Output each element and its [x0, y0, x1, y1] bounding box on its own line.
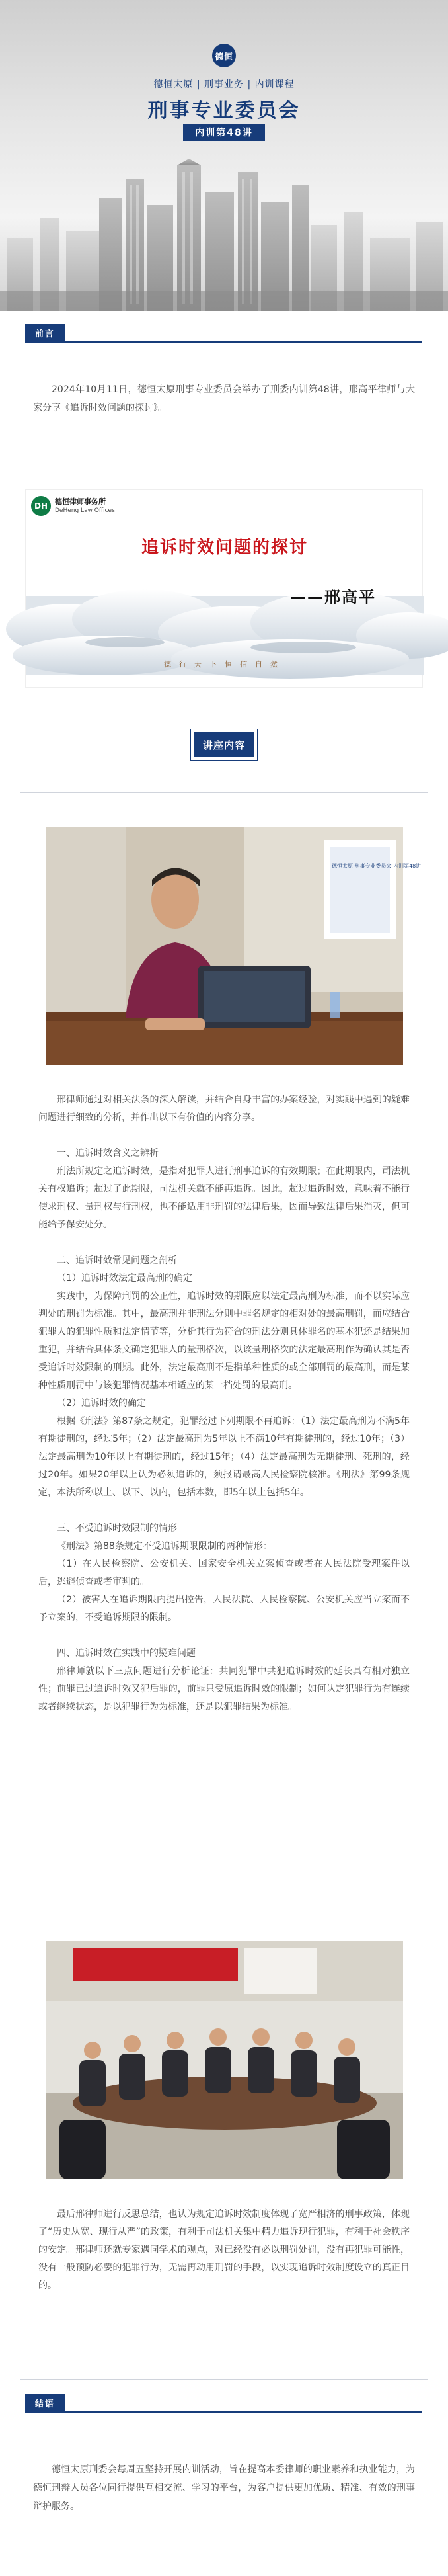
firm-name-cn: 德恒律师事务所: [55, 497, 106, 506]
content-body-part1: [38, 1091, 410, 1716]
slide-motto: 德行天下恒信自然: [164, 660, 285, 669]
preface-text: 2024年10月11日，德恒太原刑事专业委员会举办了刑委内训第48讲，邢高平律师与大家分享《追诉时效问题的探讨》。: [33, 384, 415, 413]
content-heading: 三、不受追诉时效限制的情形: [57, 1523, 177, 1534]
conclusion-section-header: [25, 2394, 422, 2413]
divider: [25, 341, 422, 343]
content-paragraph: 实践中，为保障刑罚的公正性，追诉时效的期限应以法定最高刑为标准，而不以实际应判处的刑罚为标准。其中，最高刑并非刑法分则中罪名规定的相对处的最高刑罚，而应结合犯罪人的犯罪性质和法定情节等，分析其行为符合的刑法分则具体罪名的基本犯还是结果加重犯，并结合具体条文确定犯罪人的量刑格次，以该量刑格次的法定最高刑作为确认其是否受追诉时效限制的刑期。此外，法定最高刑不是指单种性质的或全部刑罚的最高刑，而是某种性质刑罚中与该犯罪情况基本相适应的某一档处罚的最高刑。: [38, 1291, 410, 1391]
content-heading: 一、追诉时效含义之辨析: [57, 1148, 159, 1159]
content-paragraph: 邢律师通过对相关法条的深入解读，并结合自身丰富的办案经验，对实践中遇到的疑难问题进行细致的分析，并作出以下有价值的内容分享。: [38, 1095, 410, 1123]
hero-tagline: 德恒太原 | 刑事业务 | 内训课程: [153, 79, 295, 90]
content-paragraph: （1）在人民检察院、公安机关、国家安全机关立案侦查或者在人民法院受理案件以后，逃避侦查或者审判的。: [38, 1559, 410, 1587]
divider: [25, 2411, 422, 2413]
content-paragraph: 根据《刑法》第87条之规定，犯罪经过下列期限不再追诉：（1）法定最高刑为不满5年有期徒刑的，经过5年；（2）法定最高刑为5年以上不满10年有期徒刑的，经过10年；（3）法定最高刑为10年以上有期徒刑的，经过15年；（4）法定最高刑为无期徒刑、死刑的，经过20年。如果20年以上认为必须追诉的，须报请最高人民检察院核准。《刑法》第99条规定，本法所称以上、以下、以内，包括本数，即5年以上包括5年。: [38, 1416, 410, 1498]
content-paragraph: 《刑法》第88条规定不受追诉期限限制的两种情形：: [57, 1541, 272, 1552]
preface-section-header: [25, 324, 422, 343]
lecture-photo-speaker: [46, 827, 422, 1065]
firm-logo-icon: 德恒: [212, 44, 236, 67]
page-title: 刑事专业委员会: [147, 99, 301, 122]
content-paragraph: 邢律师就以下三点问题进行分析论证：共同犯罪中共犯追诉时效的延长具有相对独立性；前罪已过追诉时效又犯后罪的，前罪只受原追诉时效的限制；如何认定犯罪行为有连续或者继续状态，是以犯罪行为为标准，还是以犯罪结果为标准。: [38, 1666, 410, 1712]
slide-speaker: ——邢高平: [290, 588, 376, 606]
content-paragraph: （2）被害人在追诉期限内提出控告，人民法院、人民检察院、公安机关应当立案而不予立案的，不受追诉期限的限制。: [38, 1595, 410, 1623]
firm-logo: [31, 496, 115, 516]
content-heading: 二、追诉时效常见问题之剖析: [57, 1255, 177, 1266]
lecture-content-label: 讲座内容: [194, 732, 254, 757]
slide-title: 追诉时效问题的探讨: [141, 538, 308, 558]
hero-banner: [0, 0, 448, 311]
deheng-logo-icon: DH: [31, 496, 51, 516]
city-skyline-image: [0, 159, 448, 311]
conclusion-text: 德恒太原刑委会每周五坚持开展内训活动，旨在提高本委律师的职业素养和执业能力，为德恒刑辩人员各位同行提供互相交流、学习的平台，为客户提供更加优质、精准、有效的刑事辩护服务。: [33, 2464, 415, 2512]
lecture-photo-audience: [46, 1941, 403, 2179]
svg-text:德恒太原 刑事专业委员会 内训第48讲: 德恒太原 刑事专业委员会 内训第48讲: [332, 863, 422, 869]
content-subheading: （2）追诉时效的确定: [57, 1398, 146, 1409]
lecture-title-slide: [25, 489, 423, 688]
conclusion-label: 结语: [25, 2394, 65, 2411]
content-paragraph: 刑法所规定之追诉时效，是指对犯罪人进行刑事追诉的有效期限；在此期限内，司法机关有权追诉；超过了此期限，司法机关就不能再追诉。因此，超过追诉时效，意味着不能行使求刑权、量刑权与行刑权，也不能适用非刑罚的法律后果，因而导致法律后果消灭，但可能给予保安处分。: [38, 1166, 410, 1230]
series-badge: 内训第48讲: [183, 124, 265, 141]
content-heading: 四、追诉时效在实践中的疑难问题: [57, 1648, 196, 1659]
preface-label: 前言: [25, 324, 65, 341]
content-body-part2: [38, 2206, 410, 2295]
content-subheading: （1）追诉时效法定最高刑的确定: [57, 1273, 192, 1284]
content-paragraph: 最后邢律师进行反思总结，也认为规定追诉时效制度体现了宽严相济的刑事政策，体现了“历史从宽、现行从严”的政策，有利于司法机关集中精力追诉现行犯罪，有利于社会秩序的安定。邢律师还就专家遇同学术的观点，对已经没有必以刑罚处罚，没有再犯罪可能性，没有一般预防必要的犯罪行为，无需再动用刑罚的手段，以实现追诉时效制度设立的真正目的。: [38, 2209, 410, 2291]
firm-name-en: DeHeng Law Offices: [55, 507, 115, 514]
lecture-content-button[interactable]: [190, 729, 258, 761]
